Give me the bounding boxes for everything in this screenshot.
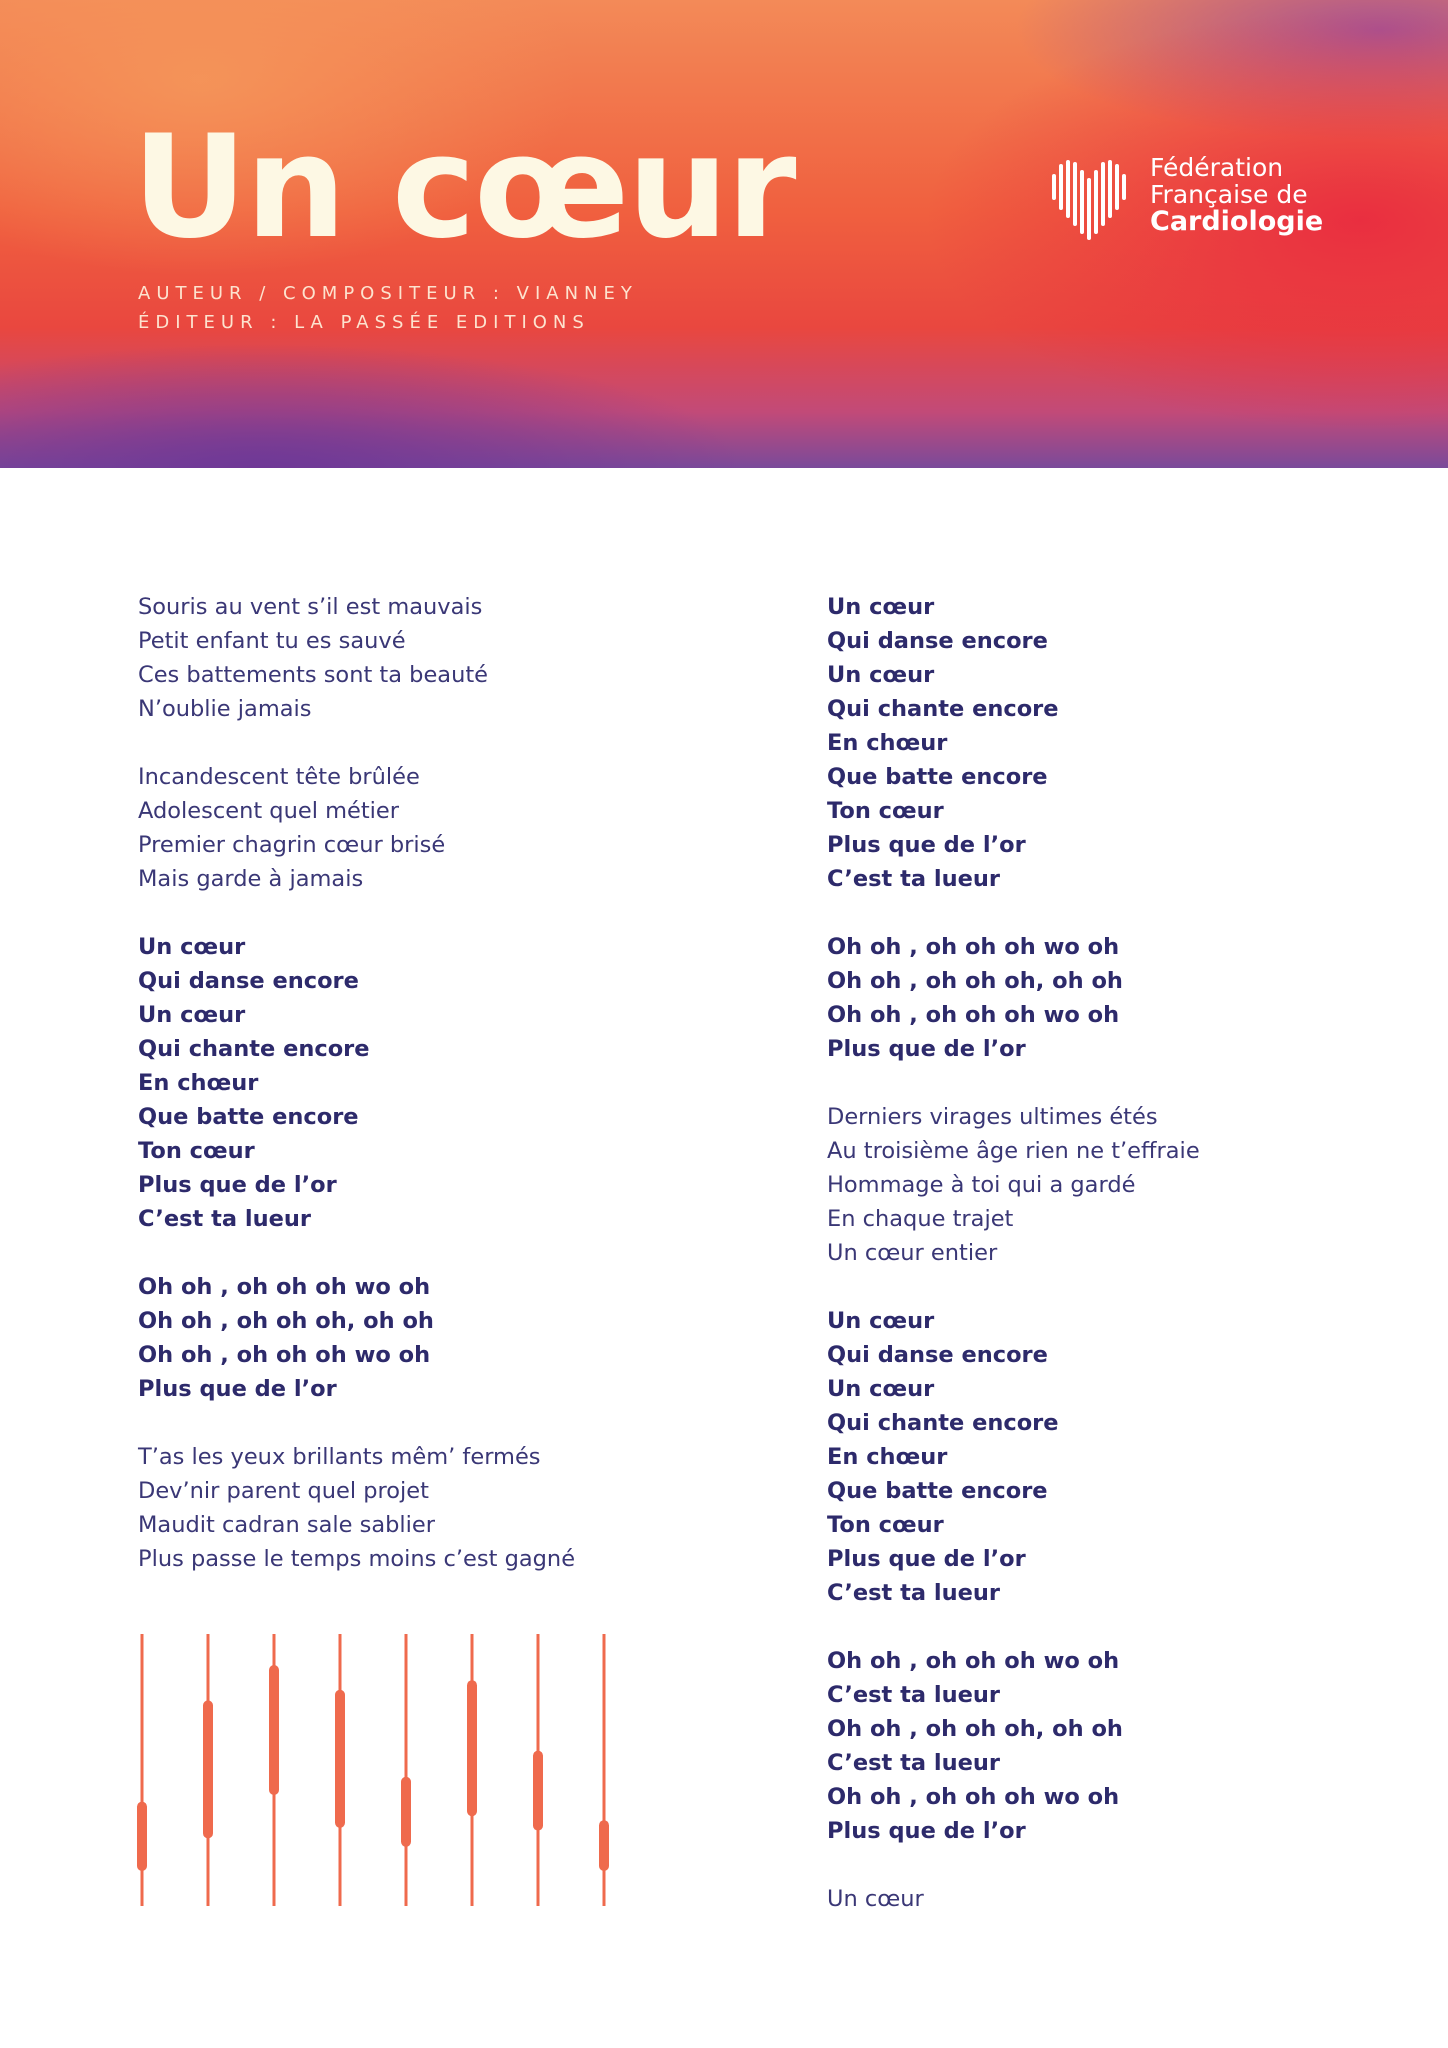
verse-stanza <box>138 1440 698 1576</box>
lyric-line: Plus que de l’or <box>827 1036 1026 1062</box>
lyric-line: Un cœur entier <box>827 1240 998 1266</box>
lyric-line: Qui danse encore <box>827 1342 1048 1368</box>
lyric-line: En chaque trajet <box>827 1206 1014 1232</box>
lyric-line: Un cœur <box>827 1376 935 1402</box>
lyric-line: Incandescent tête brûlée <box>138 764 420 790</box>
lyric-line: Qui danse encore <box>827 628 1048 654</box>
lyric-line: N’oublie jamais <box>138 696 312 722</box>
header-banner <box>0 0 1448 468</box>
lyric-line: Ces battements sont ta beauté <box>138 662 489 688</box>
lyric-line: Oh oh , oh oh oh, oh oh <box>827 968 1123 994</box>
lyric-line: C’est ta lueur <box>827 1750 1001 1776</box>
lyric-line: Oh oh , oh oh oh wo oh <box>827 1784 1120 1810</box>
lyric-line: Plus passe le temps moins c’est gagné <box>138 1546 576 1572</box>
lyric-line: Souris au vent s’il est mauvais <box>138 594 483 620</box>
chorus-stanza <box>827 1644 1387 1848</box>
logo-line-1: Fédération <box>1150 153 1284 182</box>
lyric-line: Qui chante encore <box>138 1036 370 1062</box>
lyric-line: Hommage à toi qui a gardé <box>827 1172 1136 1198</box>
lyrics-left-column <box>138 590 698 1610</box>
lyric-line: Oh oh , oh oh oh wo oh <box>827 934 1120 960</box>
lyric-line: Ton cœur <box>138 1138 255 1164</box>
lyric-line: C’est ta lueur <box>138 1206 312 1232</box>
lyric-line: C’est ta lueur <box>827 1580 1001 1606</box>
lyric-line: Petit enfant tu es sauvé <box>138 628 406 654</box>
verse-stanza <box>827 1100 1387 1270</box>
lyric-line: Oh oh , oh oh oh wo oh <box>138 1342 431 1368</box>
lyric-line: Qui chante encore <box>827 1410 1059 1436</box>
lyric-line: Premier chagrin cœur brisé <box>138 832 446 858</box>
lyric-line: Plus que de l’or <box>827 832 1026 858</box>
lyric-line: Ton cœur <box>827 798 944 824</box>
lyric-line: Oh oh , oh oh oh, oh oh <box>827 1716 1123 1742</box>
lyric-line: Oh oh , oh oh oh wo oh <box>138 1274 431 1300</box>
lyric-line: Derniers virages ultimes étés <box>827 1104 1158 1130</box>
lyric-line: Plus que de l’or <box>138 1376 337 1402</box>
lyric-line: T’as les yeux brillants mêm’ fermés <box>138 1444 541 1470</box>
lyric-line: Qui danse encore <box>138 968 359 994</box>
chorus-stanza <box>827 590 1387 896</box>
lyrics-right-column <box>827 590 1387 1950</box>
logo-wordmark <box>1150 154 1323 235</box>
lyric-line: Un cœur <box>138 1002 246 1028</box>
lyric-line: Qui chante encore <box>827 696 1059 722</box>
lyric-line: Un cœur <box>827 662 935 688</box>
lyric-line: Dev’nir parent quel projet <box>138 1478 429 1504</box>
lyric-line: Plus que de l’or <box>827 1818 1026 1844</box>
lyric-line: En chœur <box>827 730 948 756</box>
lyric-line: Que batte encore <box>138 1104 359 1130</box>
chorus-stanza <box>827 930 1387 1066</box>
lyric-line: Un cœur <box>827 594 935 620</box>
lyric-line: C’est ta lueur <box>827 1682 1001 1708</box>
publisher-credit: ÉDITEUR : LA PASSÉE EDITIONS <box>138 312 590 333</box>
heart-bars-icon <box>1050 158 1132 242</box>
verse-stanza <box>138 760 698 896</box>
lyric-line: Mais garde à jamais <box>138 866 364 892</box>
lyric-line: Un cœur <box>827 1886 924 1912</box>
lyric-line: Un cœur <box>827 1308 935 1334</box>
logo-line-3: Cardiologie <box>1150 206 1324 237</box>
lyric-line: Un cœur <box>138 934 246 960</box>
chorus-stanza <box>827 1304 1387 1610</box>
lyric-line: Oh oh , oh oh oh wo oh <box>827 1002 1120 1028</box>
chorus-stanza <box>138 930 698 1236</box>
verse-stanza <box>827 1882 1387 1916</box>
lyric-line: C’est ta lueur <box>827 866 1001 892</box>
lyric-line: Oh oh , oh oh oh, oh oh <box>138 1308 434 1334</box>
ffc-logo <box>1050 152 1324 248</box>
author-credit: AUTEUR / COMPOSITEUR : VIANNEY <box>138 283 638 304</box>
logo-line-2: Française de <box>1150 180 1308 209</box>
lyric-line: Plus que de l’or <box>138 1172 337 1198</box>
lyric-line: Plus que de l’or <box>827 1546 1026 1572</box>
lyric-line: En chœur <box>138 1070 259 1096</box>
song-title: Un cœur <box>132 105 795 270</box>
verse-stanza <box>138 590 698 726</box>
lyric-line: En chœur <box>827 1444 948 1470</box>
equalizer-bars-icon <box>130 1630 620 1910</box>
chorus-stanza <box>138 1270 698 1406</box>
lyric-line: Oh oh , oh oh oh wo oh <box>827 1648 1120 1674</box>
lyric-line: Que batte encore <box>827 1478 1048 1504</box>
lyric-line: Au troisième âge rien ne t’effraie <box>827 1138 1200 1164</box>
lyric-line: Maudit cadran sale sablier <box>138 1512 436 1538</box>
lyric-line: Adolescent quel métier <box>138 798 400 824</box>
lyric-line: Que batte encore <box>827 764 1048 790</box>
lyric-line: Ton cœur <box>827 1512 944 1538</box>
